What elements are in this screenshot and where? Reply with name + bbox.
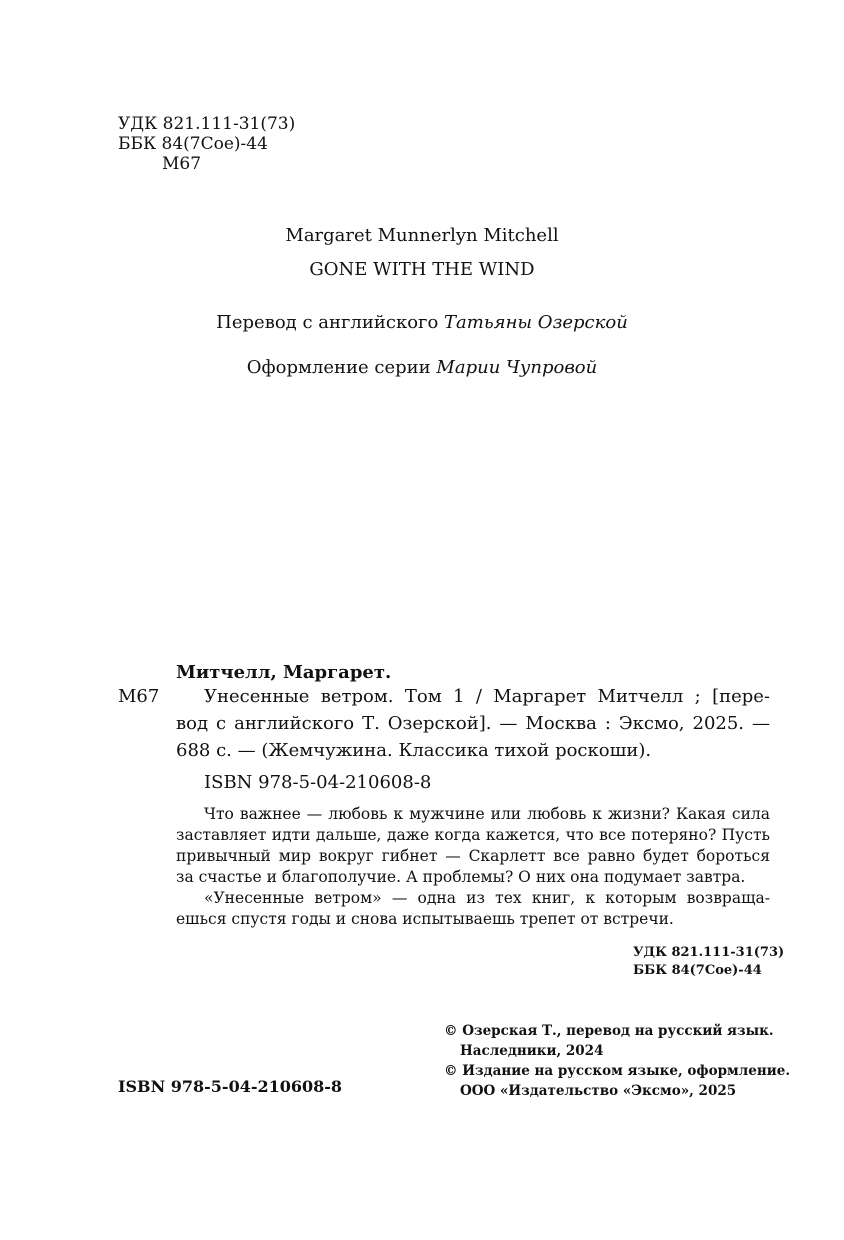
description-line: вод с английского Т. Озерской]. — Москва : Эксмо, 2025. — — [176, 713, 770, 734]
annotation — [176, 804, 770, 930]
annotation-line: Что важнее — любовь к мужчине или любовь к жизни? Какая сила — [204, 805, 770, 823]
author-mark: М67 — [162, 154, 202, 174]
copyright-line: ООО «Издательство «Эксмо», 2025 — [460, 1083, 737, 1099]
isbn-bottom: ISBN 978-5-04-210608-8 — [118, 1077, 343, 1096]
bbk-code: ББК 84(7Сое)-44 — [118, 134, 268, 154]
copyright-notice — [444, 1021, 790, 1101]
design-credit — [0, 357, 844, 378]
annotation-line: «Унесенные ветром» — одна из тех книг, к которым возвраща- — [204, 889, 770, 907]
catalog-description — [176, 683, 770, 764]
annotation-line: ешься спустя годы и снова испытываешь трепет от встречи. — [176, 910, 674, 928]
design-prefix: Оформление серии — [246, 357, 431, 378]
annotation-line: за счастье и благополучие. А проблемы? О них она подумает завтра. — [176, 868, 746, 886]
translation-credit — [0, 312, 844, 333]
original-author: Margaret Munnerlyn Mitchell — [285, 225, 559, 246]
annotation-line: заставляет идти дальше, даже когда кажется, что все потеряно? Пусть — [176, 826, 770, 844]
catalog-heading: Митчелл, Маргарет. — [176, 662, 392, 683]
bbk-code: ББК 84(7Сое)-44 — [633, 963, 762, 978]
description-line: 688 с. — (Жемчужина. Классика тихой роскоши). — [176, 740, 652, 761]
classification-top — [118, 114, 295, 174]
classification-bottom — [633, 944, 784, 980]
catalog-isbn: ISBN 978-5-04-210608-8 — [204, 772, 432, 793]
copyright-line: © Озерская Т., перевод на русский язык. — [444, 1023, 774, 1039]
description-line: Унесенные ветром. Том 1 / Маргарет Митчелл ; [пере- — [204, 686, 770, 707]
translation-prefix: Перевод с английского — [216, 312, 439, 333]
original-title: GONE WITH THE WIND — [309, 259, 535, 280]
annotation-line: привычный мир вокруг гибнет — Скарлетт все равно будет бороться — [176, 847, 770, 865]
catalog-author-mark: М67 — [118, 686, 160, 707]
translator-name: Татьяны Озерской — [444, 312, 628, 333]
copyright-line: © Издание на русском языке, оформление. — [444, 1063, 791, 1079]
copyright-line: Наследники, 2024 — [460, 1043, 604, 1059]
designer-name: Марии Чупровой — [436, 357, 598, 378]
udk-code: УДК 821.111-31(73) — [118, 114, 296, 134]
udk-code: УДК 821.111-31(73) — [633, 945, 785, 960]
